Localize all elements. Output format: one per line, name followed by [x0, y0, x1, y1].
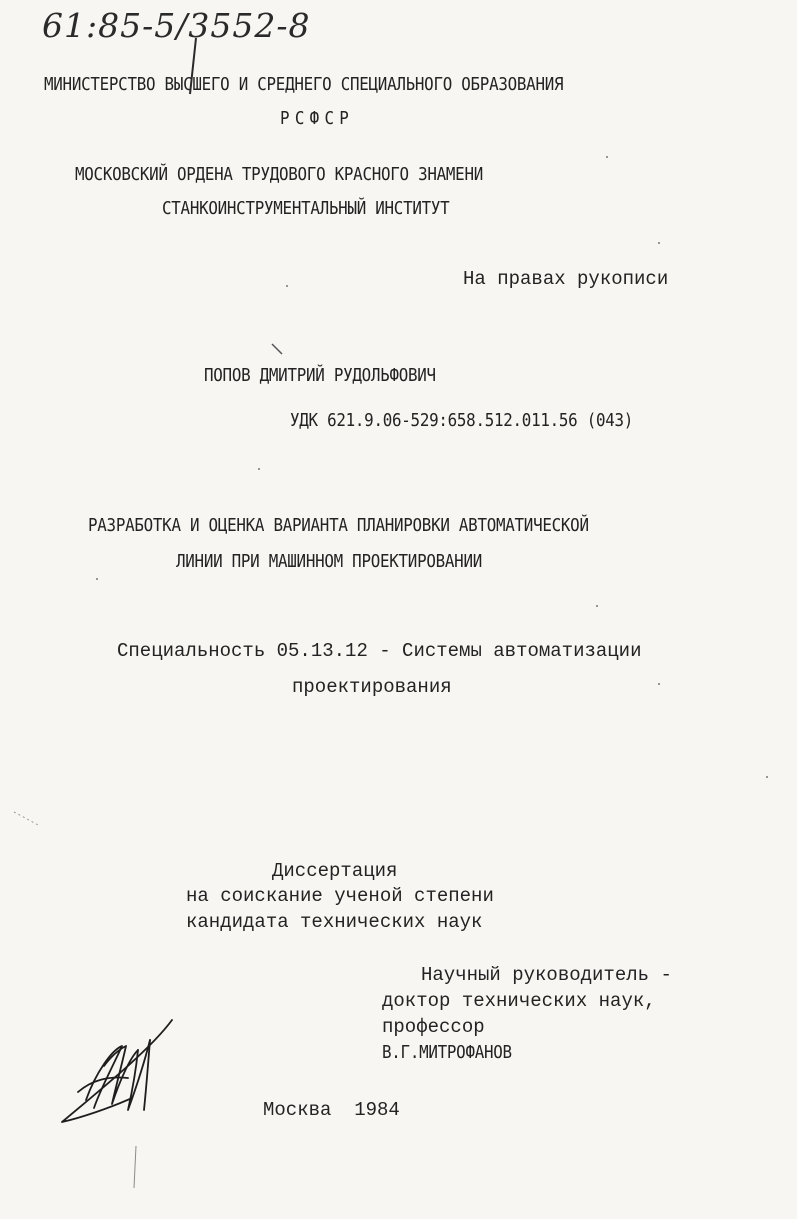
scan-artifact-line: [134, 1146, 136, 1188]
place-year: Москва 1984: [263, 1099, 400, 1121]
scan-speck: [258, 468, 260, 470]
supervisor-rank: профессор: [382, 1016, 485, 1038]
scan-speck: [596, 605, 598, 607]
republic-header: РСФСР: [280, 108, 355, 129]
supervisor-role: Научный руководитель -: [421, 964, 672, 986]
scan-artifact-dash: [14, 812, 40, 826]
degree-line-3: кандидата технических наук: [186, 911, 483, 933]
scan-speck: [658, 242, 660, 244]
ministry-header: МИНИСТЕРСТВО ВЫСШЕГО И СРЕДНЕГО СПЕЦИАЛЬНОГО ОБРАЗОВАНИЯ: [44, 74, 564, 95]
title-line-2: ЛИНИИ ПРИ МАШИННОМ ПРОЕКТИРОВАНИИ: [176, 551, 482, 572]
scan-speck: [658, 683, 660, 685]
udc-code: УДК 621.9.06-529:658.512.011.56 (043): [290, 410, 634, 431]
author-name: ПОПОВ ДМИТРИЙ РУДОЛЬФОВИЧ: [204, 365, 436, 386]
specialty-line-2: проектирования: [292, 676, 452, 698]
archive-mark: 61:85-5/3552-8: [42, 6, 311, 45]
manuscript-note: На правах рукописи: [463, 268, 669, 290]
degree-line-1: Диссертация: [272, 860, 398, 882]
scan-speck: [96, 578, 98, 580]
archive-mark-slash: [190, 38, 196, 94]
signature: [62, 1020, 172, 1122]
degree-line-2: на соискание ученой степени: [186, 885, 494, 907]
supervisor-name: В.Г.МИТРОФАНОВ: [382, 1042, 512, 1063]
institute-line-2: СТАНКОИНСТРУМЕНТАЛЬНЫЙ ИНСТИТУТ: [162, 198, 450, 219]
scan-speck: [606, 156, 608, 158]
title-line-1: РАЗРАБОТКА И ОЦЕНКА ВАРИАНТА ПЛАНИРОВКИ АВТОМАТИЧЕСКОЙ: [88, 515, 589, 536]
supervisor-degree: доктор технических наук,: [382, 990, 656, 1012]
specialty-line-1: Специальность 05.13.12 - Системы автоматизации: [117, 640, 642, 662]
institute-line-1: МОСКОВСКИЙ ОРДЕНА ТРУДОВОГО КРАСНОГО ЗНАМЕНИ: [75, 164, 483, 185]
scan-speck: [766, 776, 768, 778]
scan-artifact-mark: [272, 344, 282, 354]
scan-speck: [286, 285, 288, 287]
